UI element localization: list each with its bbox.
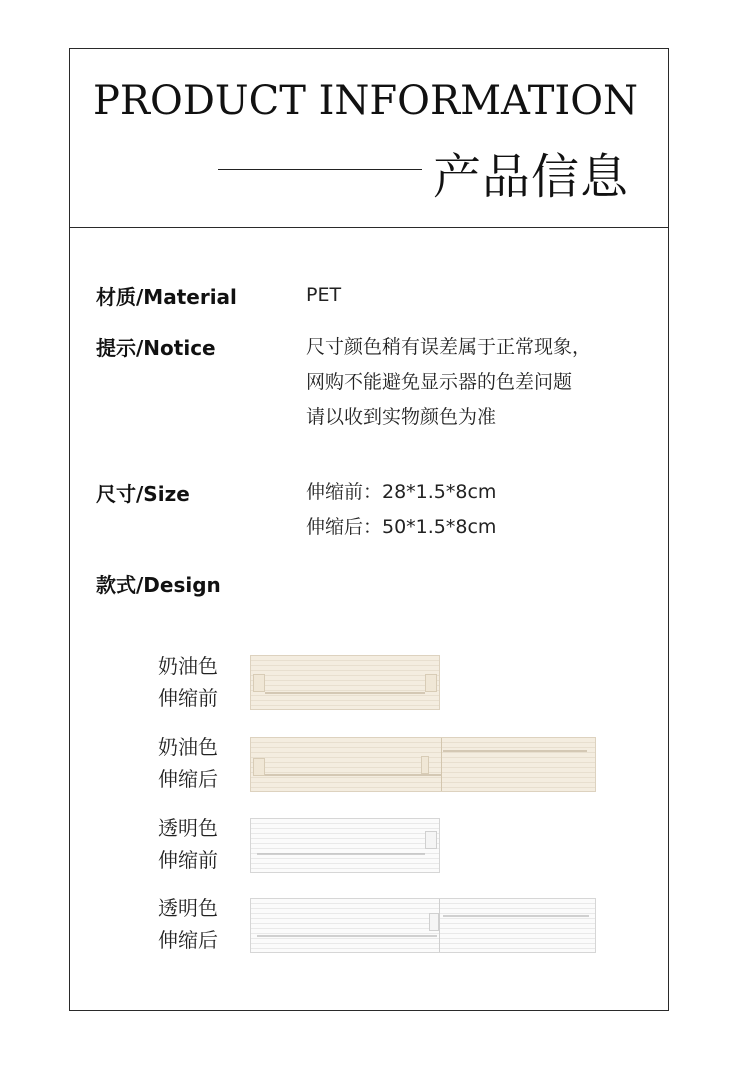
variant-color-label: 奶油色 xyxy=(158,735,218,759)
clear-collapsed-image xyxy=(250,818,440,873)
notice-line-3: 请以收到实物颜色为准 xyxy=(306,406,497,428)
variant-state-label: 伸缩前 xyxy=(158,848,218,872)
size-before: 伸缩前：28*1.5*8cm xyxy=(306,481,497,503)
slide-joint xyxy=(421,756,429,774)
size-label: 尺寸/Size xyxy=(96,482,190,506)
title-rule xyxy=(218,169,422,170)
variant-state-label: 伸缩前 xyxy=(158,686,218,710)
cream-collapsed-image xyxy=(250,655,440,710)
size-after: 伸缩后：50*1.5*8cm xyxy=(306,516,497,538)
slide-joint xyxy=(429,913,439,931)
end-notch xyxy=(253,674,265,692)
notice-line-2: 网购不能避免显示器的色差问题 xyxy=(306,371,573,393)
variant-color-label: 透明色 xyxy=(158,896,218,920)
inner-rail xyxy=(265,774,441,776)
variant-color-label: 奶油色 xyxy=(158,654,218,678)
variant-color-label: 透明色 xyxy=(158,816,218,840)
inner-rail xyxy=(257,935,437,937)
end-notch xyxy=(253,758,265,776)
cream-extended-image xyxy=(250,737,596,792)
page-title-cn: 产品信息 xyxy=(433,149,630,205)
notice-line-1: 尺寸颜色稍有误差属于正常现象， xyxy=(306,336,592,358)
page-title-en: PRODUCT INFORMATION xyxy=(93,78,638,124)
clear-extended-image xyxy=(250,898,596,953)
design-label: 款式/Design xyxy=(96,573,221,597)
inner-rail xyxy=(257,853,425,855)
inner-rail xyxy=(265,692,425,694)
material-value: PET xyxy=(306,284,342,306)
inner-rail xyxy=(443,750,587,752)
section-seam xyxy=(441,738,442,791)
header-divider xyxy=(69,227,669,228)
variant-state-label: 伸缩后 xyxy=(158,928,218,952)
end-notch xyxy=(425,831,437,849)
section-seam xyxy=(439,899,440,952)
variant-state-label: 伸缩后 xyxy=(158,767,218,791)
end-notch xyxy=(425,674,437,692)
inner-rail xyxy=(443,915,589,917)
notice-label: 提示/Notice xyxy=(96,336,216,360)
material-label: 材质/Material xyxy=(96,285,237,309)
